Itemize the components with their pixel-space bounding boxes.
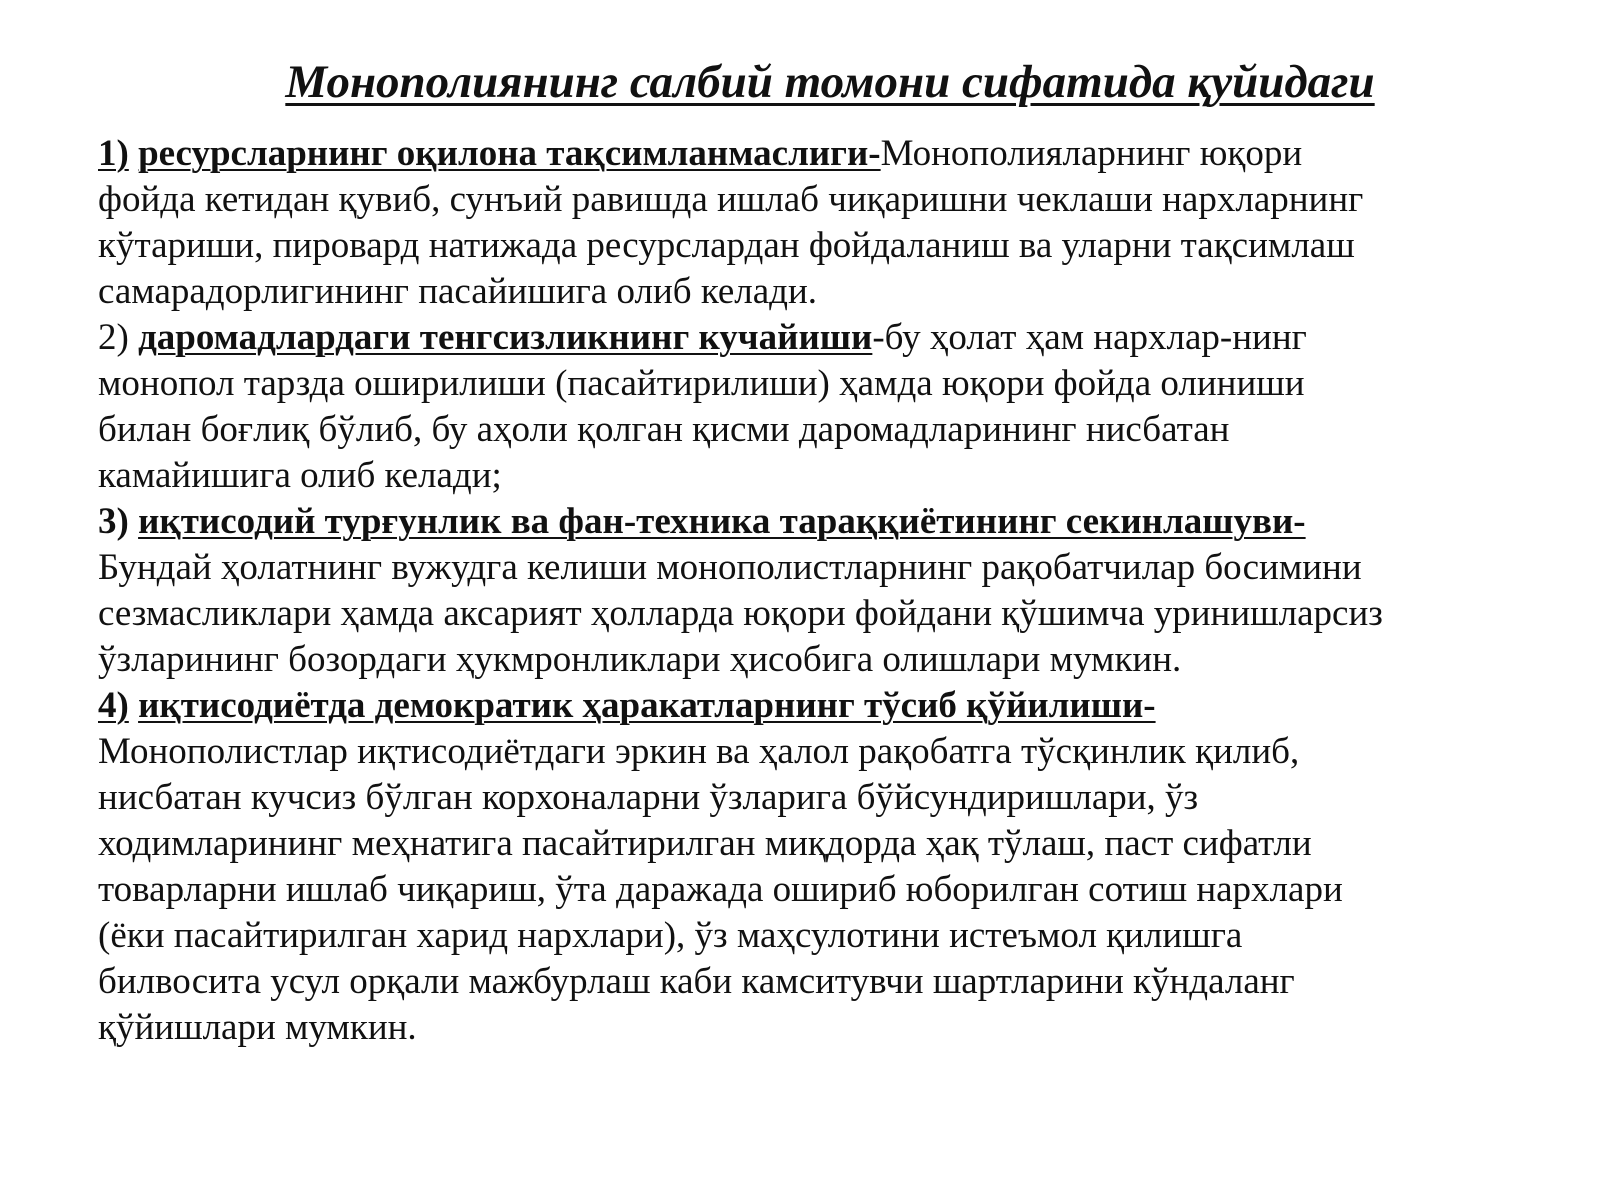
paragraph-3-line-2: Бундай ҳолатнинг вужудга келиши монополистларнинг рақобатчилар босимини [98,547,1362,588]
item-number-2: 2) [98,317,129,358]
paragraph-4-line-4: ходимларининг меҳнатига пасайтирилган миқдорда ҳақ тўлаш, паст сифатли [98,823,1312,864]
item-heading-4: иқтисодиётда демократик ҳаракатларнинг тўсиб қўйилиши- [138,685,1156,726]
paragraph-3-line-4: ўзларининг бозордаги ҳукмронликлари ҳисобига олишлари мумкин. [98,639,1182,680]
item-number-3: 3) [98,501,129,542]
item-heading-3: иқтисодий турғунлик ва фан-техника тараққиётининг секинлашуви- [138,501,1306,542]
item-heading-2: даромадлардаги тенгсизликнинг кучайиши [138,317,873,358]
paragraph-2 [98,315,1538,499]
paragraph-2-line-3: билан боғлиқ бўлиб, бу аҳоли қолган қисми даромадларининг нисбатан [98,409,1230,450]
paragraph-1-line-1 [98,131,1538,177]
paragraph-4-line-2: Монополистлар иқтисодиётдаги эркин ва ҳалол рақобатга тўсқинлик қилиб, [98,731,1300,772]
paragraph-4-line-8: қўйишлари мумкин. [98,1007,417,1048]
paragraph-4-line-5: товарларни ишлаб чиқариш, ўта даражада ошириб юборилган сотиш нархлари [98,869,1343,910]
item-number-1: 1) [98,133,129,174]
item-number-4: 4) [98,685,129,726]
paragraph-4-line-6: (ёки пасайтирилган харид нархлари), ўз маҳсулотини истеъмол қилишга [98,915,1243,956]
paragraph-1 [98,131,1538,315]
paragraph-3 [98,499,1538,683]
item-1-first-line-text: Монополияларнинг юқори [880,133,1303,174]
page-title: Монополиянинг салбий томони сифатида қуйидаги [285,56,1375,108]
paragraph-4-line-3: нисбатан кучсиз бўлган корхоналарни ўзларига бўйсундиришлари, ўз [98,777,1199,818]
paragraph-4-line-7: билвосита усул орқали мажбурлаш каби камситувчи шартларини кўндаланг [98,961,1295,1002]
paragraph-3-line-3: сезмасликлари ҳамда аксарият ҳолларда юқори фойдани қўшимча уринишларсиз [98,593,1383,634]
paragraph-1-line-2: фойда кетидан қувиб, сунъий равишда ишлаб чиқаришни чеклаши нархларнинг [98,179,1364,220]
item-heading-1: ресурсларнинг оқилона тақсимланмаслиги- [138,133,881,174]
paragraph-2-line-2: монопол тарзда оширилиши (пасайтирилиши) ҳамда юқори фойда олиниши [98,363,1305,404]
paragraph-3-line-1 [98,499,1538,545]
paragraph-2-line-1 [98,315,1538,361]
paragraph-1-line-3: кўтариши, пировард натижада ресурслардан фойдаланиш ва уларни тақсимлаш [98,225,1355,266]
document-body [98,131,1538,1051]
paragraph-2-line-4: камайишига олиб келади; [98,455,502,496]
item-2-first-line-text: -бу ҳолат ҳам нархлар-нинг [872,317,1307,358]
paragraph-1-line-4: самарадорлигининг пасайишига олиб келади. [98,271,818,312]
paragraph-4 [98,683,1538,1051]
paragraph-4-line-1 [98,683,1538,729]
